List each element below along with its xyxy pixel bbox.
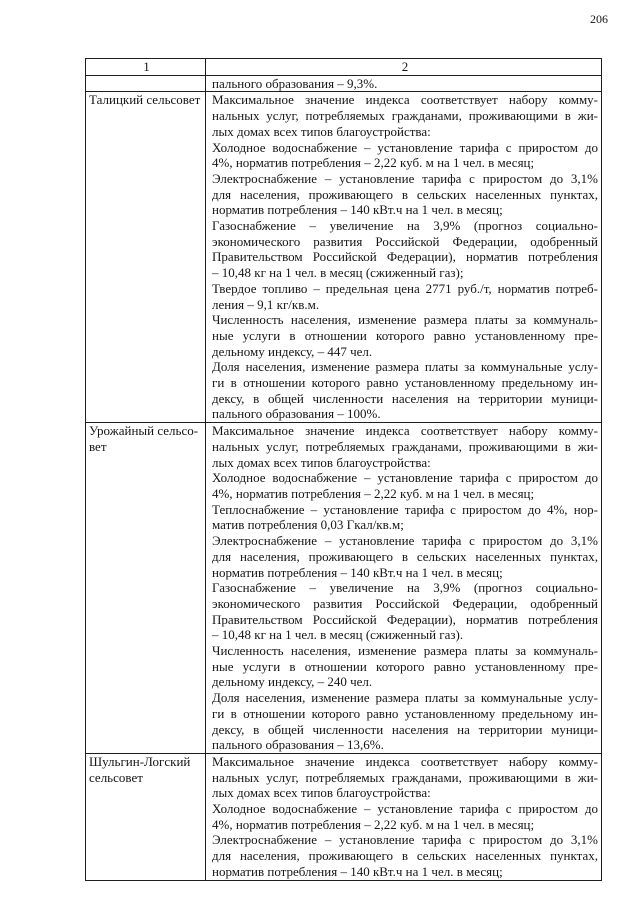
text-line: экономического развития Российской Федерации, одобренный <box>212 233 598 249</box>
text-line: нальных услуг, потребляемых гражданами, проживающими в жи- <box>212 438 598 454</box>
paragraph <box>212 690 598 753</box>
municipality-cell <box>86 423 206 754</box>
text-line: ления – 9,1 кг/кв.м. <box>212 296 320 312</box>
text-line: для населения, проживающего в сельских населенных пунктах, <box>212 548 598 564</box>
paragraph <box>212 423 598 470</box>
text-line: Правительством Российской Федерации), норматив потребления <box>212 249 598 265</box>
paragraph <box>212 218 598 281</box>
text-line: для населения, проживающего в сельских населенных пунктах, <box>212 186 598 202</box>
text-line: 4%, норматив потребления – 2,22 куб. м на 1 чел. в месяц; <box>212 485 535 501</box>
paragraph <box>212 801 598 832</box>
text-line: Холодное водоснабжение – установление тарифа с приростом до <box>212 139 598 155</box>
text-line: Газоснабжение – увеличение на 3,9% (прогноз социально- <box>212 580 598 596</box>
table-row <box>86 753 602 880</box>
paragraph <box>212 76 598 92</box>
municipality-cell <box>86 753 206 880</box>
description-cell <box>206 423 602 754</box>
text-line: пального образования – 13,6%. <box>212 737 384 753</box>
municipality-name: Шульгин-Логский <box>89 753 191 769</box>
text-line: Электроснабжение – установление тарифа с приростом до 3,1% <box>212 170 598 186</box>
paragraph <box>212 754 598 801</box>
column-header-1: 1 <box>86 59 206 76</box>
text-line: дельному индексу, – 447 чел. <box>212 343 373 359</box>
text-line: Холодное водоснабжение – установление тарифа с приростом до <box>212 801 598 817</box>
paragraph <box>212 502 598 533</box>
text-line: для населения, проживающего в сельских населенных пунктах, <box>212 848 598 864</box>
paragraph <box>212 643 598 690</box>
text-line: экономического развития Российской Федерации, одобренный <box>212 595 598 611</box>
description-cell <box>206 75 602 92</box>
text-line: ги в отношении которого равно установленному предельному ин- <box>212 375 598 391</box>
municipality-name: сельсовет <box>89 769 143 785</box>
paragraph <box>212 171 598 218</box>
municipality-name: Талицкий сельсовет <box>89 92 201 108</box>
text-line: нальных услуг, потребляемых гражданами, проживающими в жи- <box>212 108 598 124</box>
description-cell <box>206 92 602 423</box>
text-line: норматив потребления – 140 кВт.ч на 1 чел. в месяц; <box>212 863 503 879</box>
paragraph <box>212 312 598 359</box>
municipality-name: вет <box>89 438 107 454</box>
table-header-row <box>86 59 602 76</box>
paragraph <box>212 92 598 139</box>
text-line: Максимальное значение индекса соответствует набору комму- <box>212 423 598 439</box>
text-line: Доля населения, изменение размера платы за коммунальные услу- <box>212 690 598 706</box>
text-line: ные услуги в отношении которого равно установленному пре- <box>212 327 598 343</box>
text-line: 4%, норматив потребления – 2,22 куб. м на 1 чел. в месяц; <box>212 155 535 171</box>
paragraph <box>212 470 598 501</box>
text-line: дексу, в общей численности населения на территории муници- <box>212 721 598 737</box>
text-line: Газоснабжение – увеличение на 3,9% (прогноз социально- <box>212 218 598 234</box>
text-line: ные услуги в отношении которого равно установленному пре- <box>212 658 598 674</box>
text-line: дексу, в общей численности населения на территории муници- <box>212 390 598 406</box>
text-line: Холодное водоснабжение – установление тарифа с приростом до <box>212 470 598 486</box>
paragraph <box>212 140 598 171</box>
text-line: Численность населения, изменение размера платы за коммуналь- <box>212 312 598 328</box>
text-line: Численность населения, изменение размера платы за коммуналь- <box>212 643 598 659</box>
text-line: Электроснабжение – установление тарифа с приростом до 3,1% <box>212 832 598 848</box>
text-line: Твердое топливо – предельная цена 2771 руб./т, норматив потреб- <box>212 280 598 296</box>
text-line: Электроснабжение – установление тарифа с приростом до 3,1% <box>212 533 598 549</box>
text-line: норматив потребления – 140 кВт.ч на 1 чел. в месяц; <box>212 202 503 218</box>
text-line: – 10,48 кг на 1 чел. в месяц (сжиженный газ); <box>212 265 464 281</box>
paragraph <box>212 281 598 312</box>
text-line: – 10,48 кг на 1 чел. в месяц (сжиженный газ). <box>212 627 464 643</box>
column-header-2: 2 <box>206 59 602 76</box>
description-cell <box>206 753 602 880</box>
text-line: матив потребления 0,03 Гкал/кв.м; <box>212 517 404 533</box>
text-line: пального образования – 9,3%. <box>212 75 378 91</box>
paragraph <box>212 832 598 879</box>
text-line: пального образования – 100%. <box>212 406 381 422</box>
table-row <box>86 423 602 754</box>
table-row <box>86 75 602 92</box>
text-line: норматив потребления – 140 кВт.ч на 1 чел. в месяц; <box>212 564 503 580</box>
page-number: 206 <box>590 12 608 26</box>
paragraph <box>212 533 598 580</box>
municipal-index-table <box>85 58 602 881</box>
municipality-cell <box>86 75 206 92</box>
text-line: Максимальное значение индекса соответствует набору комму- <box>212 753 598 769</box>
paragraph <box>212 359 598 422</box>
text-line: Правительством Российской Федерации), норматив потребления <box>212 611 598 627</box>
text-line: Доля населения, изменение размера платы за коммунальные услу- <box>212 359 598 375</box>
text-line: лых домах всех типов благоустройства: <box>212 785 431 801</box>
text-line: нальных услуг, потребляемых гражданами, проживающими в жи- <box>212 769 598 785</box>
text-line: дельному индексу, – 240 чел. <box>212 674 373 690</box>
paragraph <box>212 580 598 643</box>
text-line: Теплоснабжение – установление тарифа с приростом до 4%, нор- <box>212 501 598 517</box>
table-row <box>86 92 602 423</box>
text-line: 4%, норматив потребления – 2,22 куб. м на 1 чел. в месяц; <box>212 816 535 832</box>
text-line: лых домах всех типов благоустройства: <box>212 454 431 470</box>
municipality-name: Урожайный сельсо- <box>89 423 199 439</box>
text-line: Максимальное значение индекса соответствует набору комму- <box>212 92 598 108</box>
text-line: лых домах всех типов благоустройства: <box>212 123 431 139</box>
municipality-cell <box>86 92 206 423</box>
text-line: ги в отношении которого равно установленному предельному ин- <box>212 705 598 721</box>
